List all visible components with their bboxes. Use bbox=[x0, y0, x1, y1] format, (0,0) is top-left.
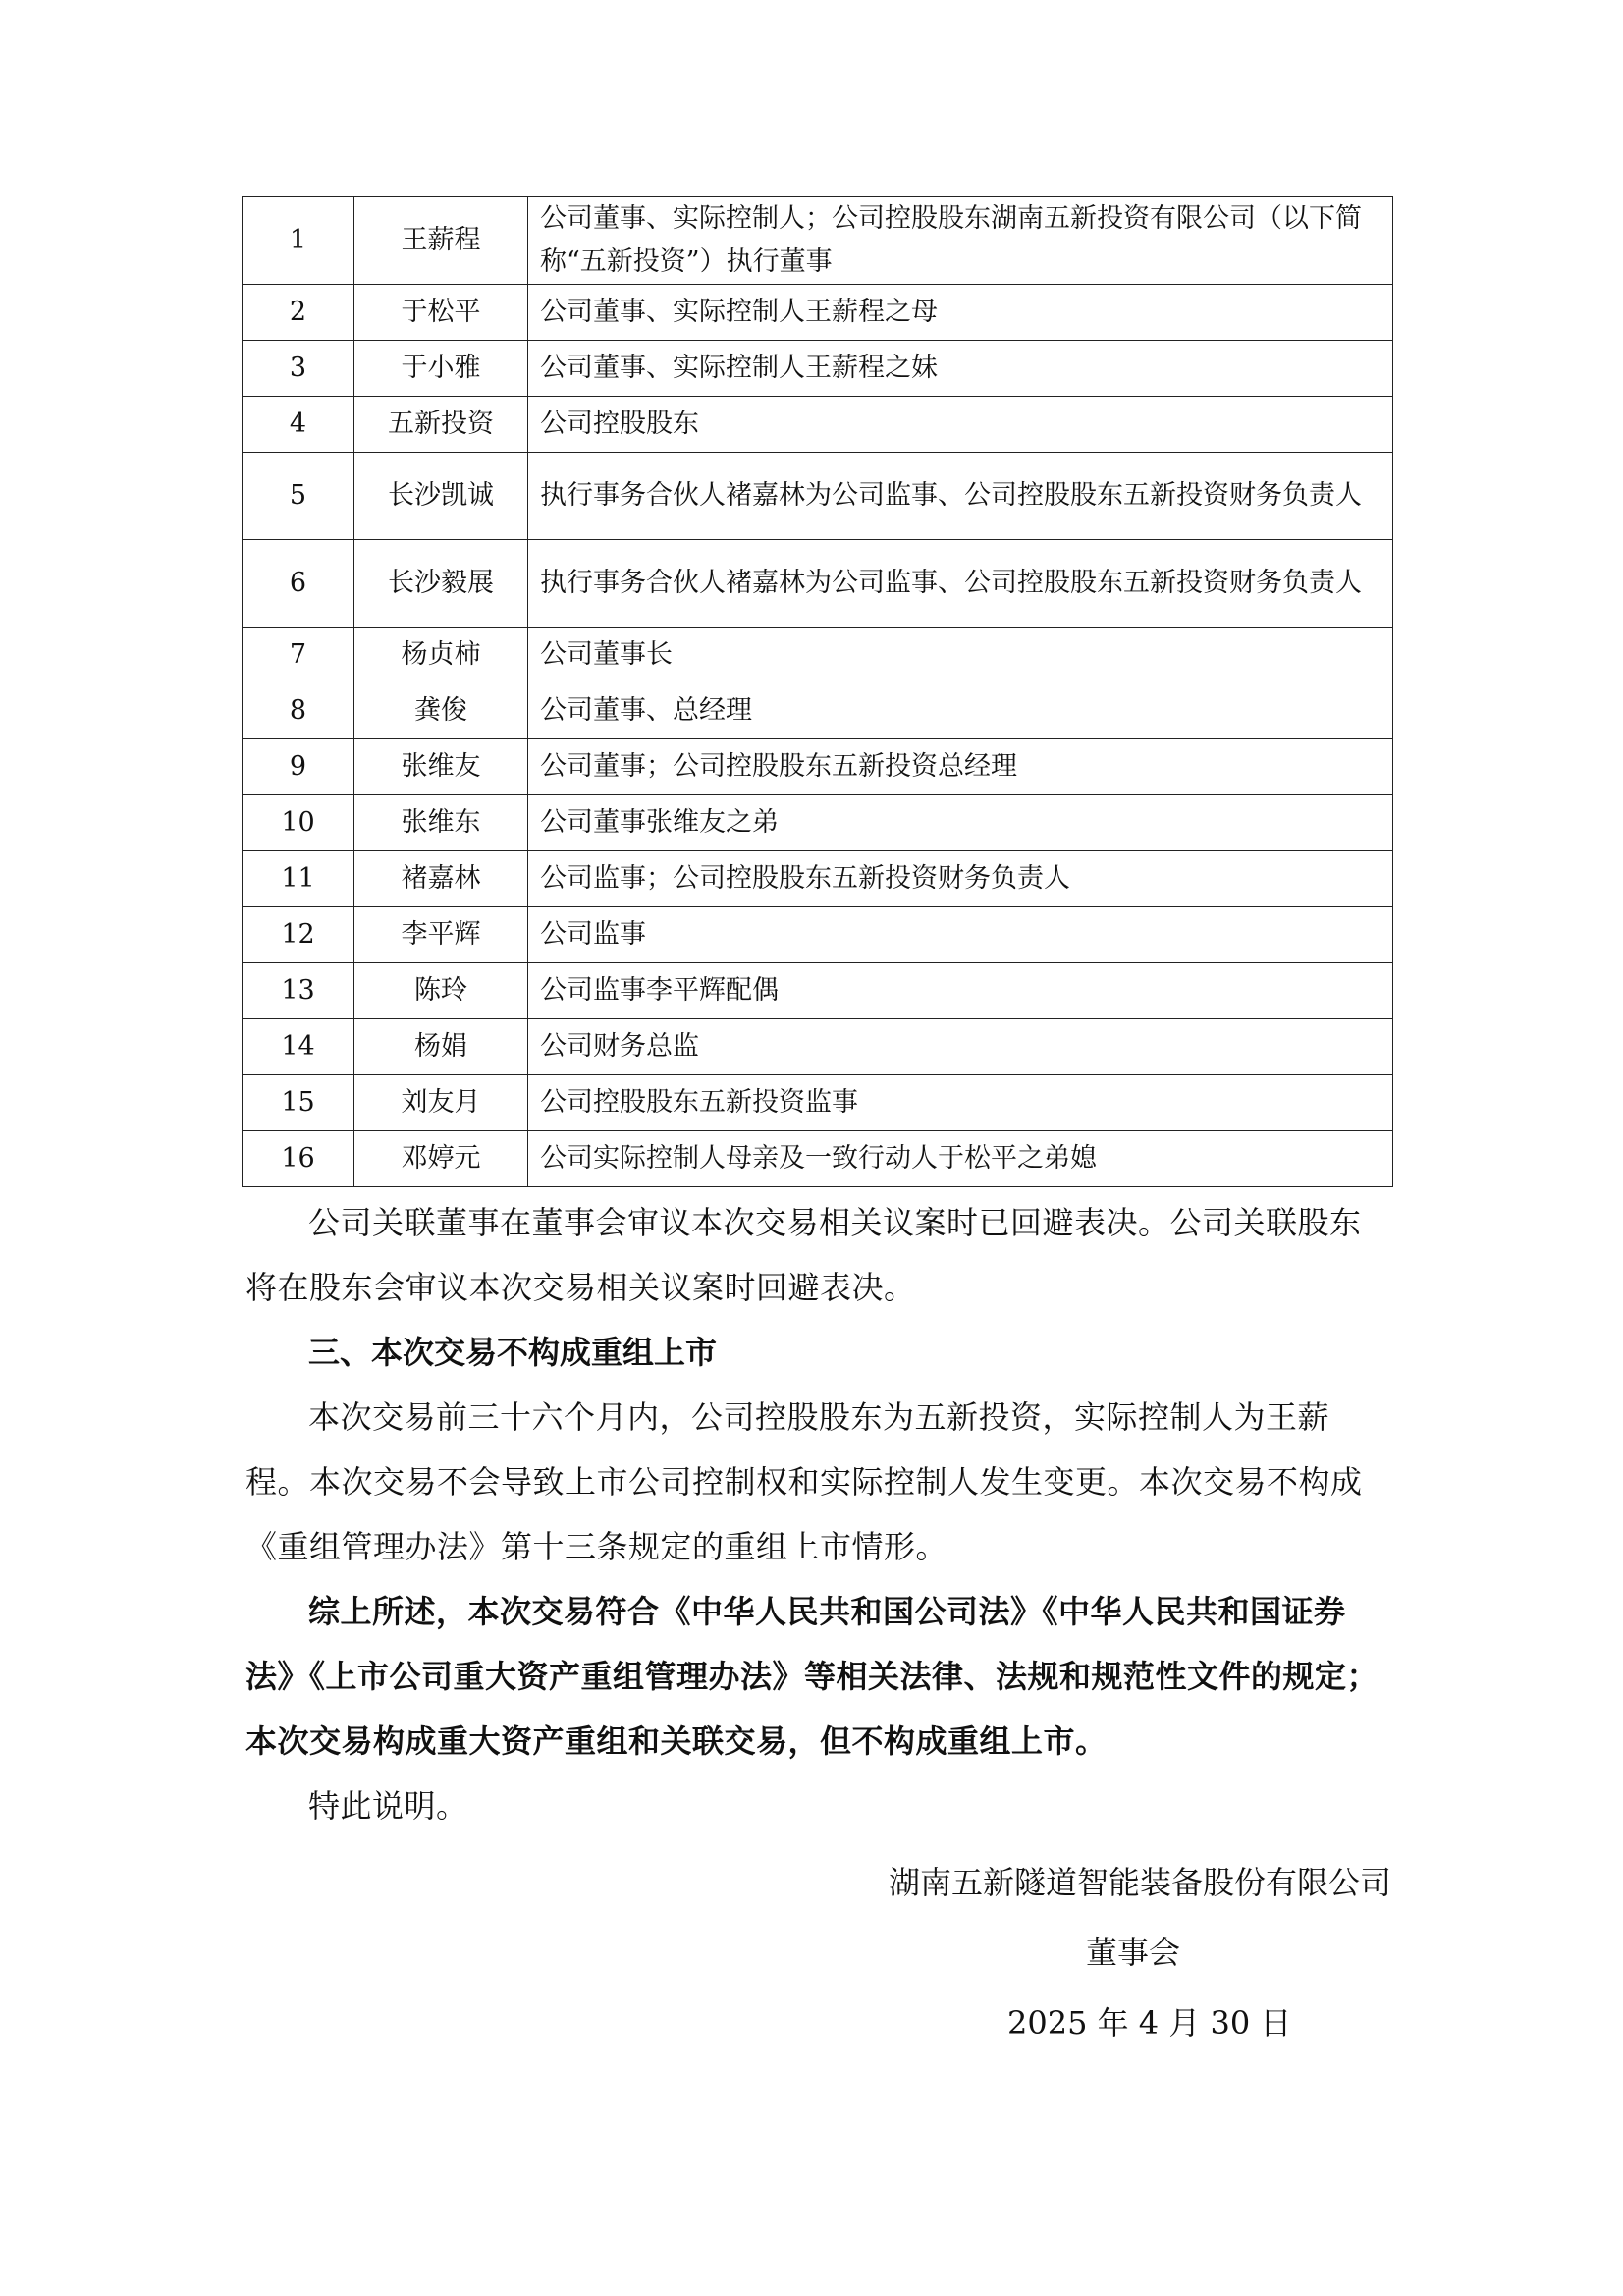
signature-date: 2025 年 4 月 30 日 bbox=[1007, 2004, 1292, 2042]
table-row bbox=[243, 963, 1393, 1019]
related-parties-table bbox=[242, 196, 1393, 1187]
table-row bbox=[243, 683, 1393, 739]
table-row bbox=[243, 197, 1393, 285]
conclusion-paragraph: 综上所述，本次交易符合《中华人民共和国公司法》《中华人民共和国证券法》《上市公司重大资产重组管理办法》等相关法律、法规和规范性文件的规定；本次交易构成重大资产重组和关联交易，但不构成重组上市。 bbox=[245, 1593, 1380, 1760]
party-name: 于松平 bbox=[354, 285, 528, 341]
party-name: 于小雅 bbox=[354, 341, 528, 397]
control-paragraph: 本次交易前三十六个月内，公司控股股东为五新投资，实际控制人为王薪程。本次交易不会导致上市公司控制权和实际控制人发生变更。本次交易不构成《重组管理办法》第十三条规定的重组上市情形。 bbox=[245, 1398, 1363, 1565]
row-number: 16 bbox=[243, 1131, 354, 1187]
section-heading-3: 三、本次交易不构成重组上市 bbox=[308, 1334, 718, 1371]
party-name: 张维友 bbox=[354, 739, 528, 795]
note-paragraph: 特此说明。 bbox=[308, 1787, 468, 1825]
relationship: 公司实际控制人母亲及一致行动人于松平之弟媳 bbox=[528, 1131, 1393, 1187]
row-number: 12 bbox=[243, 907, 354, 963]
table-body bbox=[243, 197, 1393, 1187]
party-name: 李平辉 bbox=[354, 907, 528, 963]
row-number: 3 bbox=[243, 341, 354, 397]
row-number: 4 bbox=[243, 397, 354, 453]
table-row bbox=[243, 739, 1393, 795]
relationship: 公司董事、实际控制人；公司控股股东湖南五新投资有限公司（以下简称“五新投资”）执行董事 bbox=[528, 197, 1393, 285]
party-name: 五新投资 bbox=[354, 397, 528, 453]
row-number: 1 bbox=[243, 197, 354, 285]
table-row bbox=[243, 1131, 1393, 1187]
relationship: 公司控股股东 bbox=[528, 397, 1393, 453]
relationship: 公司控股股东五新投资监事 bbox=[528, 1075, 1393, 1131]
row-number: 13 bbox=[243, 963, 354, 1019]
relationship: 执行事务合伙人褚嘉林为公司监事、公司控股股东五新投资财务负责人 bbox=[528, 453, 1393, 540]
party-name: 龚俊 bbox=[354, 683, 528, 739]
table-row bbox=[243, 285, 1393, 341]
table-row bbox=[243, 1019, 1393, 1075]
row-number: 7 bbox=[243, 628, 354, 683]
row-number: 14 bbox=[243, 1019, 354, 1075]
party-name: 陈玲 bbox=[354, 963, 528, 1019]
party-name: 杨贞柿 bbox=[354, 628, 528, 683]
relationship: 执行事务合伙人褚嘉林为公司监事、公司控股股东五新投资财务负责人 bbox=[528, 540, 1393, 628]
row-number: 11 bbox=[243, 851, 354, 907]
relationship: 公司董事、总经理 bbox=[528, 683, 1393, 739]
table-row bbox=[243, 795, 1393, 851]
signature-board: 董事会 bbox=[1086, 1934, 1181, 1971]
party-name: 长沙毅展 bbox=[354, 540, 528, 628]
party-name: 褚嘉林 bbox=[354, 851, 528, 907]
row-number: 9 bbox=[243, 739, 354, 795]
table-row bbox=[243, 1075, 1393, 1131]
row-number: 2 bbox=[243, 285, 354, 341]
party-name: 杨娟 bbox=[354, 1019, 528, 1075]
abstain-paragraph: 公司关联董事在董事会审议本次交易相关议案时已回避表决。公司关联股东将在股东会审议本次交易相关议案时回避表决。 bbox=[245, 1204, 1362, 1306]
row-number: 8 bbox=[243, 683, 354, 739]
relationship: 公司董事；公司控股股东五新投资总经理 bbox=[528, 739, 1393, 795]
table-row bbox=[243, 540, 1393, 628]
party-name: 王薪程 bbox=[354, 197, 528, 285]
relationship: 公司董事、实际控制人王薪程之母 bbox=[528, 285, 1393, 341]
table-row bbox=[243, 907, 1393, 963]
relationship: 公司监事；公司控股股东五新投资财务负责人 bbox=[528, 851, 1393, 907]
relationship: 公司董事张维友之弟 bbox=[528, 795, 1393, 851]
row-number: 5 bbox=[243, 453, 354, 540]
table-row bbox=[243, 453, 1393, 540]
table-row bbox=[243, 628, 1393, 683]
signature-company: 湖南五新隧道智能装备股份有限公司 bbox=[888, 1864, 1391, 1901]
party-name: 张维东 bbox=[354, 795, 528, 851]
table-row bbox=[243, 341, 1393, 397]
relationship: 公司监事 bbox=[528, 907, 1393, 963]
party-name: 刘友月 bbox=[354, 1075, 528, 1131]
row-number: 10 bbox=[243, 795, 354, 851]
relationship: 公司财务总监 bbox=[528, 1019, 1393, 1075]
table-row bbox=[243, 397, 1393, 453]
row-number: 6 bbox=[243, 540, 354, 628]
party-name: 邓婷元 bbox=[354, 1131, 528, 1187]
relationship: 公司监事李平辉配偶 bbox=[528, 963, 1393, 1019]
party-name: 长沙凯诚 bbox=[354, 453, 528, 540]
relationship: 公司董事长 bbox=[528, 628, 1393, 683]
relationship: 公司董事、实际控制人王薪程之妹 bbox=[528, 341, 1393, 397]
row-number: 15 bbox=[243, 1075, 354, 1131]
table-row bbox=[243, 851, 1393, 907]
